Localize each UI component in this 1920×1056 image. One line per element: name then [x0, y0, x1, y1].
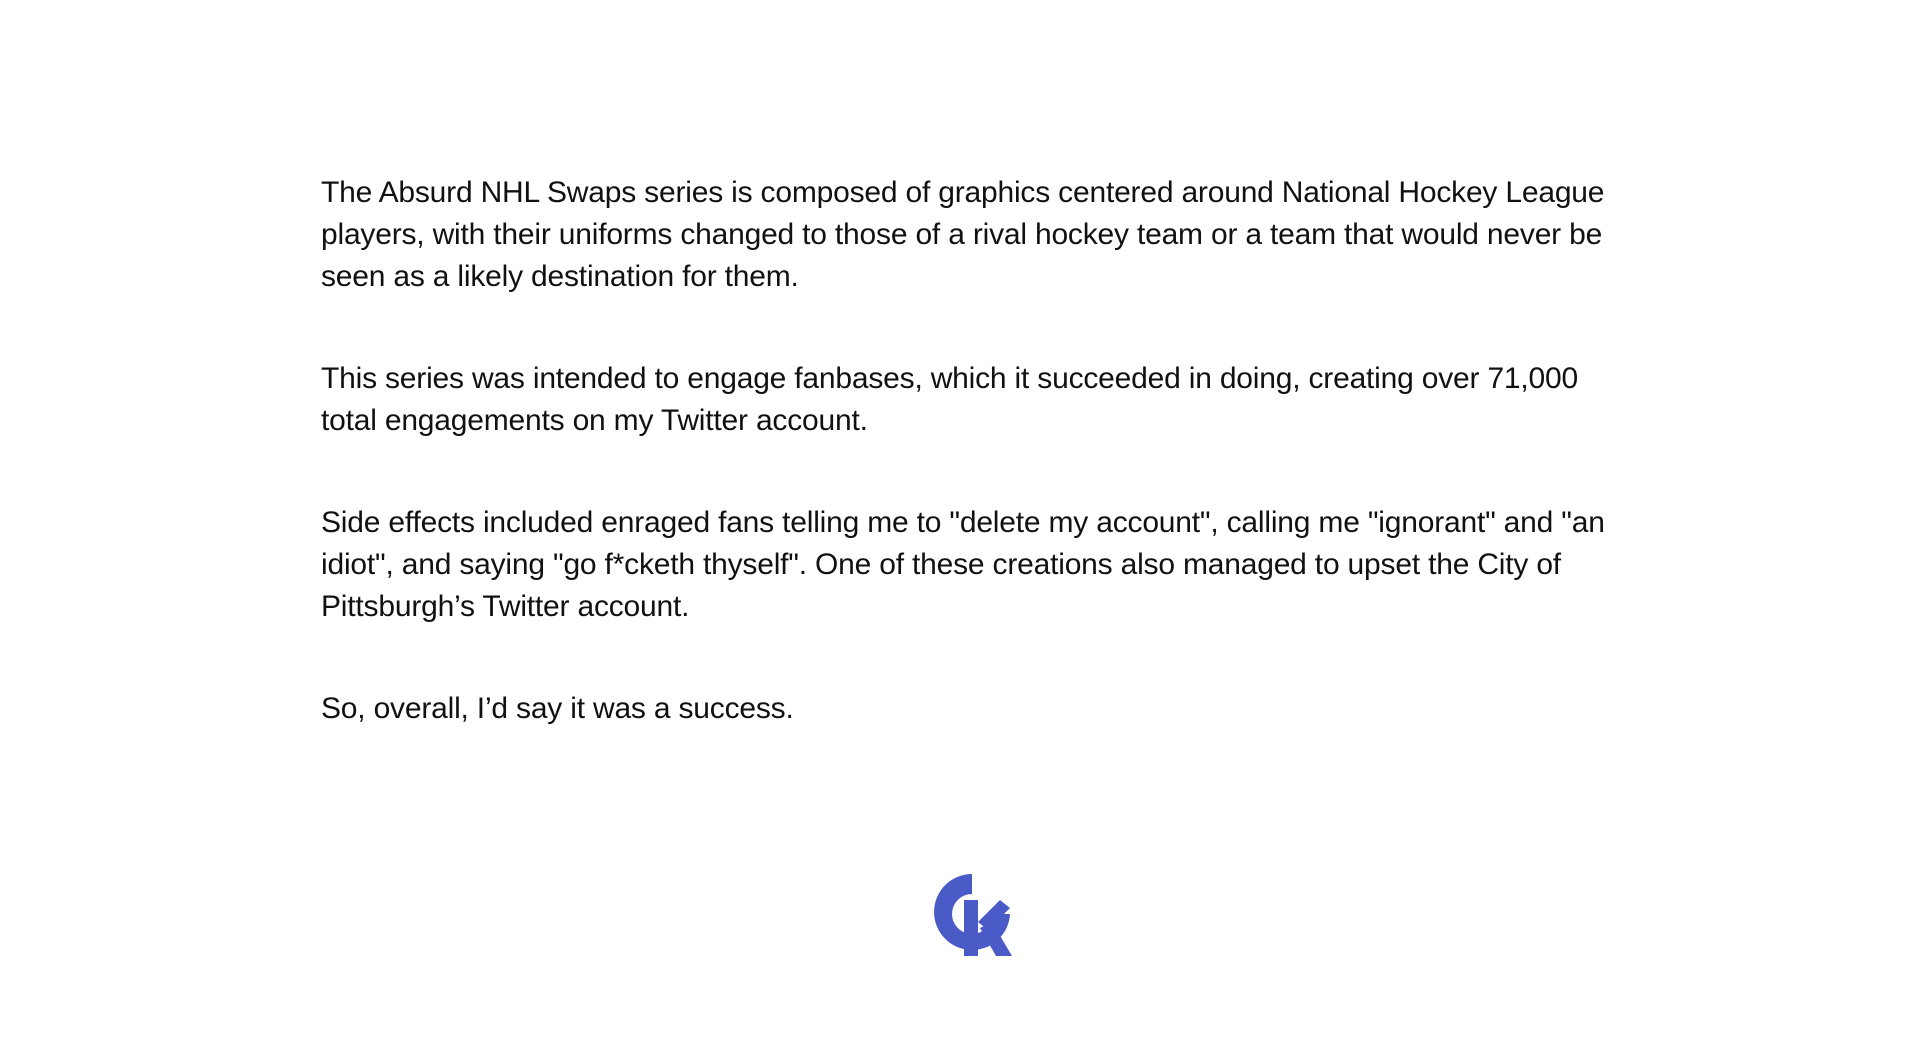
- paragraph-intro: The Absurd NHL Swaps series is composed of graphics centered around National Hockey League players, with their uniforms changed to those of a rival hockey team or a team that would never be seen as a likely destination for them.: [321, 176, 1605, 293]
- ck-monogram-logo-icon: [930, 870, 1014, 960]
- article-body: [321, 172, 1621, 790]
- paragraph-side-effects: Side effects included enraged fans telling me to "delete my account", calling me "ignorant" and "an idiot", and saying "go f*cketh thyself". One of these creations also managed to upset the City of Pittsburgh’s Twitter account.: [321, 506, 1605, 623]
- paragraph-conclusion: So, overall, I’d say it was a success.: [321, 692, 794, 725]
- paragraph-engagement: This series was intended to engage fanbases, which it succeeded in doing, creating over 71,000 total engagements on my Twitter account.: [321, 362, 1579, 437]
